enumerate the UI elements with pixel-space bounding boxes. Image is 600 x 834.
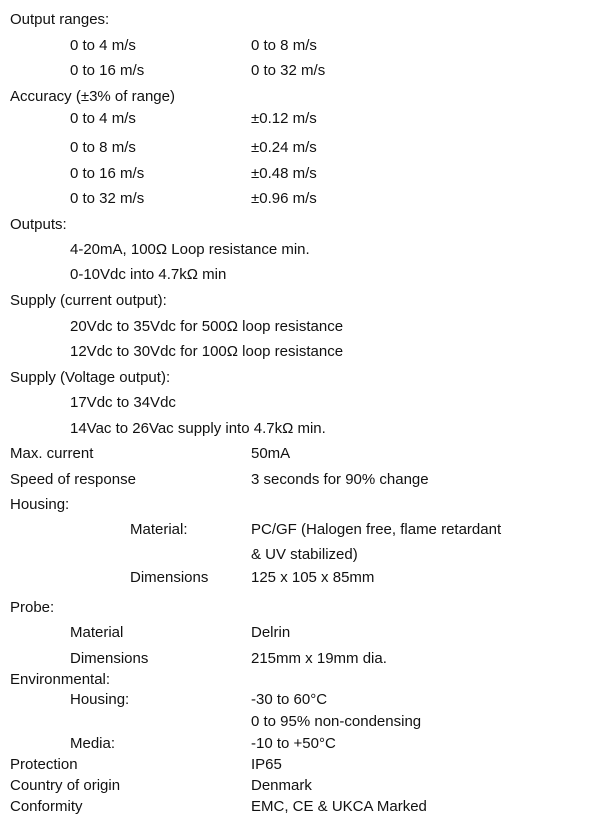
accuracy-value: ±0.12 m/s <box>251 110 317 127</box>
output-range-value: 0 to 16 m/s <box>70 62 145 79</box>
output-range-value: 0 to 32 m/s <box>251 62 326 79</box>
origin-value: Denmark <box>251 777 312 794</box>
housing-material-value: PC/GF (Halogen free, flame retardant <box>251 521 502 538</box>
speed-label: Speed of response <box>10 471 136 488</box>
supply-voltage-line: 17Vdc to 34Vdc <box>70 394 176 411</box>
housing-material-value-cont: & UV stabilized) <box>251 546 358 563</box>
supply-current-line: 12Vdc to 30Vdc for 100Ω loop resistance <box>70 343 344 360</box>
environmental-media-label: Media: <box>70 735 116 752</box>
environmental-housing-value: -30 to 60°C <box>251 691 328 708</box>
accuracy-value: ±0.96 m/s <box>251 190 317 207</box>
environmental-heading: Environmental: <box>10 671 111 688</box>
housing-dimensions-value: 125 x 105 x 85mm <box>251 569 375 586</box>
protection-value: IP65 <box>251 756 282 773</box>
supply-voltage-line: 14Vac to 26Vac supply into 4.7kΩ min. <box>70 420 326 437</box>
outputs-heading: Outputs: <box>10 216 67 233</box>
housing-dimensions-label: Dimensions <box>130 569 209 586</box>
max-current-value: 50mA <box>251 445 291 462</box>
supply-current-line: 20Vdc to 35Vdc for 500Ω loop resistance <box>70 318 344 335</box>
output-range-value: 0 to 8 m/s <box>251 37 317 54</box>
probe-heading: Probe: <box>10 599 55 616</box>
conformity-label: Conformity <box>10 798 83 815</box>
speed-value: 3 seconds for 90% change <box>251 471 429 488</box>
conformity-value: EMC, CE & UKCA Marked <box>251 798 427 815</box>
probe-dimensions-value: 215mm x 19mm dia. <box>251 650 387 667</box>
environmental-housing-value-cont: 0 to 95% non-condensing <box>251 713 422 730</box>
supply-voltage-heading: Supply (Voltage output): <box>10 369 171 386</box>
max-current-label: Max. current <box>10 445 94 462</box>
origin-label: Country of origin <box>10 777 121 794</box>
output-ranges-heading: Output ranges: <box>10 11 110 28</box>
accuracy-range: 0 to 8 m/s <box>70 139 136 156</box>
environmental-housing-label: Housing: <box>70 691 130 708</box>
housing-heading: Housing: <box>10 496 70 513</box>
protection-label: Protection <box>10 756 78 773</box>
probe-material-label: Material <box>70 624 124 641</box>
accuracy-range: 0 to 16 m/s <box>70 165 145 182</box>
accuracy-range: 0 to 32 m/s <box>70 190 145 207</box>
probe-dimensions-label: Dimensions <box>70 650 149 667</box>
outputs-line: 0-10Vdc into 4.7kΩ min <box>70 266 227 283</box>
accuracy-value: ±0.24 m/s <box>251 139 317 156</box>
accuracy-heading: Accuracy (±3% of range) <box>10 88 175 105</box>
housing-material-label: Material: <box>130 521 188 538</box>
accuracy-value: ±0.48 m/s <box>251 165 317 182</box>
environmental-media-value: -10 to +50°C <box>251 735 336 752</box>
output-range-value: 0 to 4 m/s <box>70 37 136 54</box>
supply-current-heading: Supply (current output): <box>10 292 167 309</box>
probe-material-value: Delrin <box>251 624 291 641</box>
outputs-line: 4-20mA, 100Ω Loop resistance min. <box>70 241 310 258</box>
accuracy-range: 0 to 4 m/s <box>70 110 136 127</box>
